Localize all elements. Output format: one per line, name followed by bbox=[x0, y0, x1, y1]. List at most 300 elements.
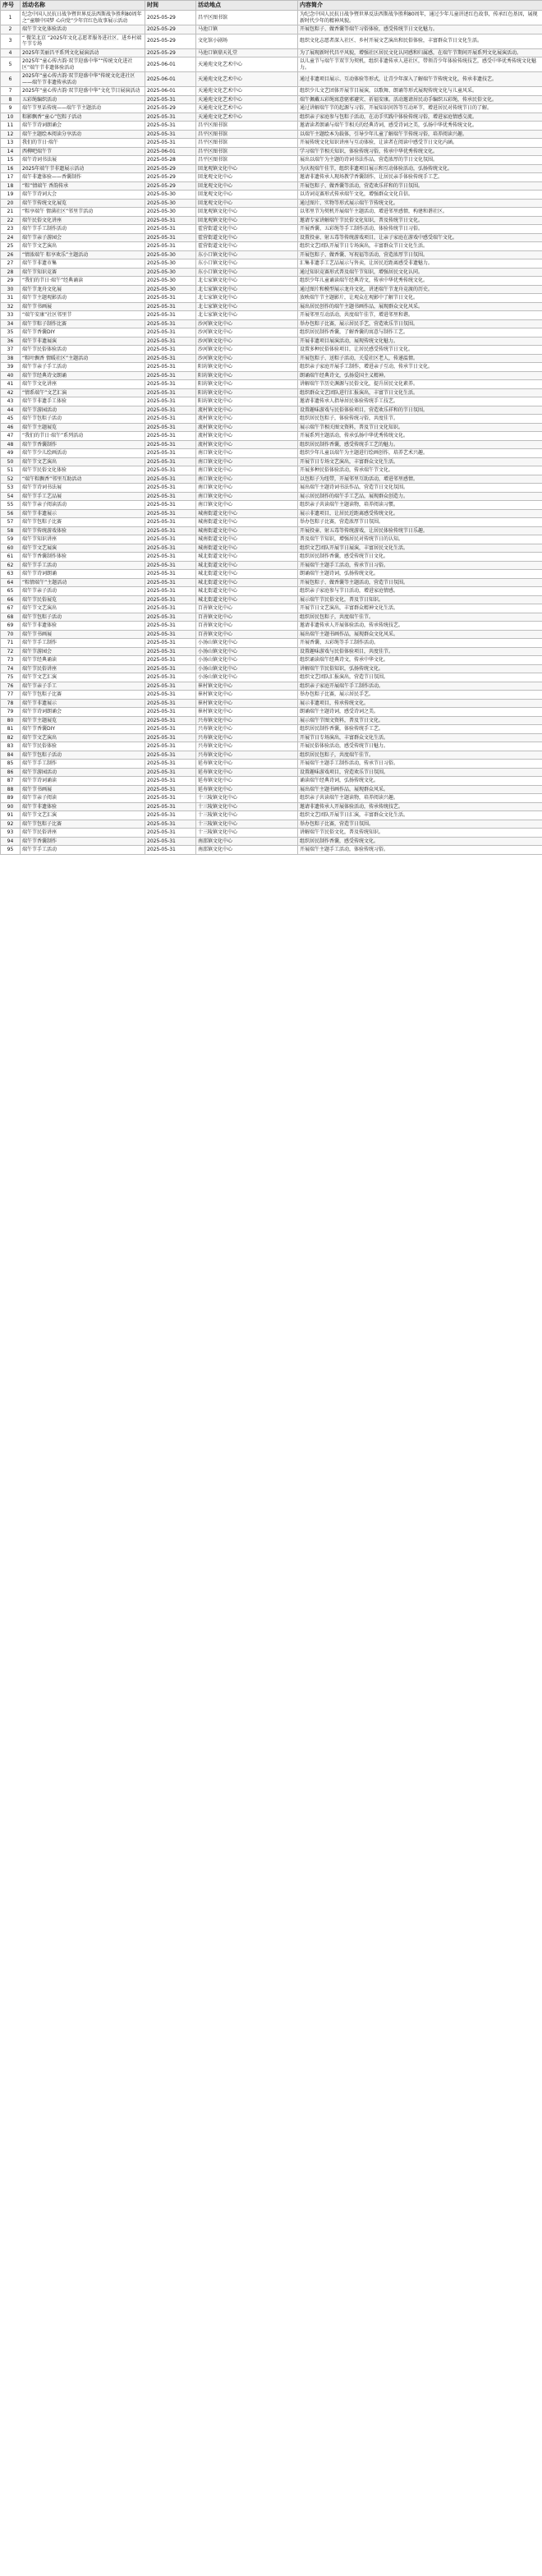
cell-place: 小汤山镇文化中心 bbox=[196, 664, 298, 673]
cell-place: 阳坊镇文化中心 bbox=[196, 371, 298, 380]
cell-time: 2025-05-29 bbox=[145, 25, 196, 34]
cell-name: 端午节主题展览 bbox=[21, 423, 145, 432]
cell-time: 2025-05-31 bbox=[145, 242, 196, 251]
cell-place: 回龙观文化中心 bbox=[196, 199, 298, 208]
cell-time: 2025-05-31 bbox=[145, 380, 196, 389]
cell-time: 2025-05-31 bbox=[145, 622, 196, 631]
cell-no: 42 bbox=[1, 388, 21, 397]
cell-place: 小汤山镇文化中心 bbox=[196, 639, 298, 648]
cell-no: 33 bbox=[1, 311, 21, 320]
cell-desc: 组织少年儿童诵读端午经典诗文，传承中华优秀传统文化。 bbox=[298, 277, 542, 286]
cell-desc: 朗诵端午主题诗词，弘扬传统文化。 bbox=[298, 570, 542, 579]
cell-name: 端午节文艺演出 bbox=[21, 457, 145, 466]
cell-desc: 组织亲子家庭开展端午手工制作活动。 bbox=[298, 682, 542, 691]
cell-desc: 组织文艺团队开展节日专场演出，丰富群众节日文化生活。 bbox=[298, 242, 542, 251]
cell-place: 北七家镇文化中心 bbox=[196, 277, 298, 286]
cell-name: 端午节主题展览 bbox=[21, 716, 145, 725]
cell-time: 2025-05-30 bbox=[145, 250, 196, 259]
cell-no: 73 bbox=[1, 656, 21, 665]
cell-place: 昌平区图书馆 bbox=[196, 147, 298, 156]
table-row bbox=[1, 837, 542, 846]
cell-no: 59 bbox=[1, 535, 21, 544]
cell-time: 2025-05-31 bbox=[145, 354, 196, 363]
table-row bbox=[1, 449, 542, 458]
cell-name: 端午节包粽子比赛 bbox=[21, 820, 145, 829]
cell-no: 45 bbox=[1, 415, 21, 424]
cell-time: 2025-05-30 bbox=[145, 208, 196, 217]
cell-desc: 开展端午主题手工活动，传承节日习俗。 bbox=[298, 561, 542, 570]
table-row bbox=[1, 11, 542, 25]
cell-place: 阳坊镇文化中心 bbox=[196, 397, 298, 406]
cell-name: 端午节经典诵读 bbox=[21, 656, 145, 665]
cell-name: 端午节非遗市集 bbox=[21, 259, 145, 269]
cell-name: 端午节手工活动 bbox=[21, 846, 145, 855]
cell-place: 城南街道文化中心 bbox=[196, 544, 298, 553]
cell-no: 17 bbox=[1, 173, 21, 182]
header-no: 序号 bbox=[1, 1, 21, 11]
cell-desc: 开展端午主题手工制作活动，传承节日习俗。 bbox=[298, 760, 542, 769]
cell-desc: 组织少儿文艺团体开展节目展演，以歌舞、朗诵等形式展现传统文化与儿童风采。 bbox=[298, 87, 542, 96]
cell-place: 马池口镇鼎天礼堂 bbox=[196, 48, 298, 57]
cell-time: 2025-05-31 bbox=[145, 526, 196, 535]
cell-no: 62 bbox=[1, 561, 21, 570]
cell-time: 2025-05-31 bbox=[145, 570, 196, 579]
cell-place: 回龙观文化中心 bbox=[196, 181, 298, 191]
cell-desc: 诵读端午经典诗词，弘扬传统文化。 bbox=[298, 777, 542, 786]
cell-desc: 以邻里节为契机开展端午主题活动，增进邻里感情，构建和谐社区。 bbox=[298, 208, 542, 217]
cell-name: 端午节诗词朗诵 bbox=[21, 570, 145, 579]
cell-name: 端午节经典诗文朗诵 bbox=[21, 371, 145, 380]
cell-no: 67 bbox=[1, 604, 21, 613]
cell-time: 2025-05-31 bbox=[145, 346, 196, 355]
cell-name: “粽享端午 情满社区”邻里节活动 bbox=[21, 208, 145, 217]
cell-place: 天通苑文化艺术中心 bbox=[196, 72, 298, 87]
cell-name: 端午节亲子阅读 bbox=[21, 794, 145, 803]
cell-name: 端午节亲子手工 bbox=[21, 682, 145, 691]
cell-no: 9 bbox=[1, 104, 21, 113]
table-row bbox=[1, 233, 542, 242]
cell-place: 回龙观文化中心 bbox=[196, 173, 298, 182]
cell-name: “粽情端午”主题活动 bbox=[21, 578, 145, 587]
cell-no: 81 bbox=[1, 725, 21, 734]
cell-desc: 邀请非遗传承人指导居民体验传统手工技艺。 bbox=[298, 397, 542, 406]
cell-desc: 组织亲子家庭参与包粽子活动，在动手实践中体验传统习俗，增进家庭情感交流。 bbox=[298, 112, 542, 122]
cell-place: 城北街道文化中心 bbox=[196, 578, 298, 587]
table-row bbox=[1, 354, 542, 363]
cell-desc: 开展香囊、五彩绳等手工制作活动。 bbox=[298, 639, 542, 648]
table-row bbox=[1, 423, 542, 432]
cell-no: 30 bbox=[1, 285, 21, 294]
table-row bbox=[1, 501, 542, 510]
cell-place: 回龙观镇文化中心 bbox=[196, 216, 298, 225]
cell-no: 65 bbox=[1, 587, 21, 596]
cell-place: 十三陵镇文化中心 bbox=[196, 811, 298, 820]
cell-no: 52 bbox=[1, 475, 21, 484]
cell-desc: 邀请非遗传承人现场教学香囊制作，让居民亲手体验传统手工艺。 bbox=[298, 173, 542, 182]
cell-desc: 组织居民制作香囊，感受传统文化。 bbox=[298, 837, 542, 846]
cell-desc: 设置多种民俗体验项目，让居民感受传统节日文化。 bbox=[298, 346, 542, 355]
table-row bbox=[1, 526, 542, 535]
cell-desc: 开展包粽子、做香囊、写祝福等活动，营造浓厚节日氛围。 bbox=[298, 250, 542, 259]
cell-no: 41 bbox=[1, 380, 21, 389]
cell-name: 端午节龙舟文化展 bbox=[21, 285, 145, 294]
cell-no: 19 bbox=[1, 191, 21, 200]
cell-name: 2025年“童心传古韵·双节迎盛中华”“传统文化进社区”端午节非遗体验活动 bbox=[21, 57, 145, 72]
cell-time: 2025-05-30 bbox=[145, 285, 196, 294]
cell-desc: 组织少年儿童以端午为主题进行绘画创作，培养艺术兴趣。 bbox=[298, 449, 542, 458]
cell-name: 端午节亲子阅读活动 bbox=[21, 501, 145, 510]
cell-no: 86 bbox=[1, 768, 21, 777]
cell-place: 小汤山镇文化中心 bbox=[196, 656, 298, 665]
cell-desc: 组织居民包粽子，体验传统习俗，共度佳节。 bbox=[298, 415, 542, 424]
cell-place: 城南街道文化中心 bbox=[196, 526, 298, 535]
table-row bbox=[1, 34, 542, 48]
cell-no: 39 bbox=[1, 363, 21, 372]
cell-no: 29 bbox=[1, 277, 21, 286]
table-row bbox=[1, 518, 542, 527]
table-row bbox=[1, 716, 542, 725]
table-row bbox=[1, 544, 542, 553]
cell-place: 城南街道文化中心 bbox=[196, 509, 298, 518]
table-row bbox=[1, 294, 542, 303]
cell-name: “我们的节日·端午”经典诵读 bbox=[21, 277, 145, 286]
cell-name: 端午节主题观影活动 bbox=[21, 294, 145, 303]
cell-place: 沙河镇文化中心 bbox=[196, 319, 298, 328]
cell-no: 74 bbox=[1, 664, 21, 673]
table-row bbox=[1, 380, 542, 389]
table-row bbox=[1, 181, 542, 191]
cell-time: 2025-06-01 bbox=[145, 87, 196, 96]
table-body bbox=[1, 11, 542, 855]
cell-place: 南口镇文化中心 bbox=[196, 475, 298, 484]
cell-place: 崔村镇文化中心 bbox=[196, 691, 298, 700]
cell-no: 72 bbox=[1, 647, 21, 656]
cell-desc: 组织文化志愿者深入社区、乡村开展文艺演出和民俗体验，丰富群众节日文化生活。 bbox=[298, 34, 542, 48]
table-row bbox=[1, 561, 542, 570]
cell-place: 北七家镇文化中心 bbox=[196, 311, 298, 320]
cell-name: 端午主题绘本阅读分享活动 bbox=[21, 130, 145, 139]
cell-no: 84 bbox=[1, 751, 21, 760]
cell-no: 37 bbox=[1, 346, 21, 355]
cell-name: “我们的节日·端午”系列活动 bbox=[21, 432, 145, 441]
cell-name: “ 微笑北京 ”2025年文化志愿者服务进社区、进乡村端午节专场 bbox=[21, 34, 145, 48]
table-row bbox=[1, 664, 542, 673]
table-row bbox=[1, 553, 542, 562]
cell-place: 霍营街道文化中心 bbox=[196, 225, 298, 234]
cell-time: 2025-05-31 bbox=[145, 553, 196, 562]
cell-no: 16 bbox=[1, 164, 21, 173]
cell-no: 77 bbox=[1, 691, 21, 700]
table-row bbox=[1, 751, 542, 760]
cell-time: 2025-05-31 bbox=[145, 733, 196, 742]
cell-no: 38 bbox=[1, 354, 21, 363]
cell-time: 2025-05-31 bbox=[145, 311, 196, 320]
cell-no: 1 bbox=[1, 11, 21, 25]
cell-name: 端午节文艺汇演 bbox=[21, 811, 145, 820]
cell-desc: 举办包粽子比赛，展示居民手艺。 bbox=[298, 691, 542, 700]
table-row bbox=[1, 733, 542, 742]
table-row bbox=[1, 72, 542, 87]
cell-time: 2025-05-31 bbox=[145, 820, 196, 829]
table-row bbox=[1, 277, 542, 286]
cell-place: 北七家镇文化中心 bbox=[196, 294, 298, 303]
cell-no: 88 bbox=[1, 785, 21, 794]
cell-desc: 普及端午节知识，增强居民对传统节日的认知。 bbox=[298, 535, 542, 544]
cell-desc: 展示端午节相关图文资料，普及节日文化知识。 bbox=[298, 423, 542, 432]
cell-desc: 开展包粽子、送粽子活动，关爱社区老人，传递温情。 bbox=[298, 354, 542, 363]
cell-name: 端午民俗文化讲座 bbox=[21, 216, 145, 225]
cell-time: 2025-05-31 bbox=[145, 371, 196, 380]
table-row bbox=[1, 57, 542, 72]
cell-place: 南口镇文化中心 bbox=[196, 484, 298, 493]
cell-no: 31 bbox=[1, 294, 21, 303]
cell-name: 端午节文艺演出 bbox=[21, 733, 145, 742]
cell-desc: 展示端午节民俗文化，普及节日知识。 bbox=[298, 595, 542, 604]
cell-time: 2025-05-31 bbox=[145, 630, 196, 639]
table-row bbox=[1, 191, 542, 200]
cell-no: 63 bbox=[1, 570, 21, 579]
cell-no: 15 bbox=[1, 156, 21, 165]
cell-no: 22 bbox=[1, 216, 21, 225]
cell-name: 端午节包粽子活动 bbox=[21, 613, 145, 622]
cell-name: 端午节香囊DIY bbox=[21, 328, 145, 337]
cell-desc: 开展节日专场文艺演出，丰富群众文化生活。 bbox=[298, 457, 542, 466]
header-place: 活动地点 bbox=[196, 1, 298, 11]
cell-name: 2025年“童心传古韵·双节迎盛中华”文化节目展演活动 bbox=[21, 87, 145, 96]
cell-place: 阳坊镇文化中心 bbox=[196, 363, 298, 372]
cell-time: 2025-05-31 bbox=[145, 785, 196, 794]
table-row bbox=[1, 440, 542, 449]
cell-desc: 设置趣味游戏项目，营造欢乐节日氛围。 bbox=[298, 768, 542, 777]
cell-time: 2025-05-31 bbox=[145, 535, 196, 544]
cell-no: 89 bbox=[1, 794, 21, 803]
cell-no: 25 bbox=[1, 242, 21, 251]
cell-desc: 展示端午节图文资料，普及节日文化。 bbox=[298, 716, 542, 725]
cell-time: 2025-05-31 bbox=[145, 561, 196, 570]
table-row bbox=[1, 104, 542, 113]
cell-time: 2025-05-31 bbox=[145, 742, 196, 751]
cell-place: 南口镇文化中心 bbox=[196, 466, 298, 475]
cell-time: 2025-05-29 bbox=[145, 104, 196, 113]
cell-place: 东小口镇文化中心 bbox=[196, 259, 298, 269]
cell-place: 霍营街道文化中心 bbox=[196, 242, 298, 251]
cell-desc: 通过讲解端午节的起源与习俗，开展知识问答等互动环节，增进居民对传统节日的了解。 bbox=[298, 104, 542, 113]
table-row bbox=[1, 630, 542, 639]
cell-time: 2025-05-29 bbox=[145, 173, 196, 182]
cell-place: 兴寿镇文化中心 bbox=[196, 725, 298, 734]
cell-no: 40 bbox=[1, 371, 21, 380]
cell-time: 2025-05-31 bbox=[145, 432, 196, 441]
table-row bbox=[1, 682, 542, 691]
cell-name: “端午粽飘香”邻里互助活动 bbox=[21, 475, 145, 484]
table-row bbox=[1, 25, 542, 34]
cell-place: 十三陵镇文化中心 bbox=[196, 794, 298, 803]
cell-desc: 设置投壶、射五毒等传统游戏项目，让亲子家庭在游戏中感受端午文化。 bbox=[298, 233, 542, 242]
cell-time: 2025-05-31 bbox=[145, 484, 196, 493]
table-row bbox=[1, 130, 542, 139]
cell-place: 天通苑文化艺术中心 bbox=[196, 57, 298, 72]
cell-no: 53 bbox=[1, 484, 21, 493]
cell-time: 2025-05-31 bbox=[145, 509, 196, 518]
cell-time: 2025-05-30 bbox=[145, 277, 196, 286]
cell-no: 61 bbox=[1, 553, 21, 562]
cell-name: 端午节游园会 bbox=[21, 647, 145, 656]
cell-name: 端午节传统文化展览 bbox=[21, 199, 145, 208]
cell-name: 端午节非遗体验 bbox=[21, 802, 145, 811]
cell-desc: 展示居民制作的端午手工艺品，展现群众创造力。 bbox=[298, 492, 542, 501]
cell-no: 95 bbox=[1, 846, 21, 855]
cell-no: 8 bbox=[1, 95, 21, 104]
table-row bbox=[1, 587, 542, 596]
cell-time: 2025-05-31 bbox=[145, 475, 196, 484]
cell-name: 端午节手工制作 bbox=[21, 639, 145, 648]
cell-no: 36 bbox=[1, 337, 21, 346]
cell-name: 端午节民俗文化体验 bbox=[21, 466, 145, 475]
table-row bbox=[1, 673, 542, 682]
cell-no: 50 bbox=[1, 457, 21, 466]
cell-desc: 设置趣味游戏与民俗体验项目，营造欢乐祥和的节日氛围。 bbox=[298, 406, 542, 415]
cell-name: 粽影飘香“童心”包粽子活动 bbox=[21, 112, 145, 122]
cell-time: 2025-05-31 bbox=[145, 363, 196, 372]
table-row bbox=[1, 259, 542, 269]
cell-name: 端午节民俗体验活动 bbox=[21, 346, 145, 355]
cell-desc: 开展节日专场演出，丰富群众文化生活。 bbox=[298, 733, 542, 742]
cell-name: 端午节诗词诵读 bbox=[21, 777, 145, 786]
cell-time: 2025-05-31 bbox=[145, 544, 196, 553]
cell-desc: 通过图片、实物等形式展示端午节传统文化。 bbox=[298, 199, 542, 208]
cell-time: 2025-06-01 bbox=[145, 57, 196, 72]
cell-no: 47 bbox=[1, 432, 21, 441]
cell-name: 端午节文化体验活动 bbox=[21, 25, 145, 34]
cell-no: 21 bbox=[1, 208, 21, 217]
events-table bbox=[0, 0, 542, 855]
cell-time: 2025-05-31 bbox=[145, 415, 196, 424]
table-header bbox=[1, 1, 542, 11]
cell-place: 流村镇文化中心 bbox=[196, 423, 298, 432]
cell-time: 2025-06-01 bbox=[145, 147, 196, 156]
cell-desc: 朗诵端午经典诗文，弘扬爱国主义精神。 bbox=[298, 371, 542, 380]
cell-desc: 邀请读者朗诵与端午节相关的经典诗词，感受诗词之美，弘扬中华优秀传统文化。 bbox=[298, 122, 542, 131]
cell-time: 2025-05-31 bbox=[145, 673, 196, 682]
cell-no: 48 bbox=[1, 440, 21, 449]
cell-place: 东小口镇文化中心 bbox=[196, 250, 298, 259]
cell-place: 昌平区图书馆 bbox=[196, 130, 298, 139]
cell-name: “端午安康”社区邻里节 bbox=[21, 311, 145, 320]
cell-place: 延寿镇文化中心 bbox=[196, 785, 298, 794]
cell-time: 2025-05-31 bbox=[145, 518, 196, 527]
cell-name: 端午节亲子手工活动 bbox=[21, 363, 145, 372]
table-row bbox=[1, 164, 542, 173]
cell-desc: 组织亲子家庭参与节日活动，增进家庭情感。 bbox=[298, 587, 542, 596]
table-row bbox=[1, 122, 542, 131]
cell-time: 2025-05-31 bbox=[145, 846, 196, 855]
table-row bbox=[1, 647, 542, 656]
table-row bbox=[1, 199, 542, 208]
cell-name: 端午节文艺展演 bbox=[21, 544, 145, 553]
table-row bbox=[1, 613, 542, 622]
cell-no: 46 bbox=[1, 423, 21, 432]
cell-place: 崔村镇文化中心 bbox=[196, 708, 298, 717]
cell-name: 2025年“童心传古韵·双节迎盛中华”传统文化进社区——端午节非遗传承活动 bbox=[21, 72, 145, 87]
table-row bbox=[1, 432, 542, 441]
cell-name: 端午节诗词大会 bbox=[21, 191, 145, 200]
table-row bbox=[1, 311, 542, 320]
cell-place: 流村镇文化中心 bbox=[196, 415, 298, 424]
cell-name: 端午节香囊制作 bbox=[21, 440, 145, 449]
cell-time: 2025-05-31 bbox=[145, 302, 196, 311]
cell-place: 城北街道文化中心 bbox=[196, 595, 298, 604]
cell-place: 小汤山镇文化中心 bbox=[196, 673, 298, 682]
cell-name: 端午节民俗体验 bbox=[21, 742, 145, 751]
cell-no: 79 bbox=[1, 708, 21, 717]
cell-desc: 组织诵读端午经典诗文，传承中华文化。 bbox=[298, 656, 542, 665]
cell-desc: 为纪念中国人民抗日战争暨世界反法西斯战争胜利80周年，通过少年儿童讲述红色故事，传承红色基因，展现新时代少年的精神风貌。 bbox=[298, 11, 542, 25]
cell-name: “情系端午”文艺汇演 bbox=[21, 388, 145, 397]
table-row bbox=[1, 509, 542, 518]
cell-name: 端午节包粽子比赛 bbox=[21, 691, 145, 700]
table-row bbox=[1, 242, 542, 251]
cell-time: 2025-05-31 bbox=[145, 587, 196, 596]
cell-no: 85 bbox=[1, 760, 21, 769]
cell-time: 2025-05-31 bbox=[145, 492, 196, 501]
header-time: 时间 bbox=[145, 1, 196, 11]
cell-desc: 开展端午主题手工活动，体验传统习俗。 bbox=[298, 846, 542, 855]
cell-place: 城北街道文化中心 bbox=[196, 570, 298, 579]
cell-name: 端午节非遗展示 bbox=[21, 509, 145, 518]
cell-time: 2025-05-31 bbox=[145, 604, 196, 613]
cell-no: 44 bbox=[1, 406, 21, 415]
cell-desc: 组织群众文艺团队进行汇报演出，丰富节日文化生活。 bbox=[298, 388, 542, 397]
cell-place: 城北街道文化中心 bbox=[196, 561, 298, 570]
cell-place: 昌平区图书馆 bbox=[196, 156, 298, 165]
cell-place: 南口镇文化中心 bbox=[196, 501, 298, 510]
cell-no: 55 bbox=[1, 501, 21, 510]
cell-time: 2025-05-31 bbox=[145, 216, 196, 225]
cell-no: 2 bbox=[1, 25, 21, 34]
cell-no: 92 bbox=[1, 820, 21, 829]
cell-no: 3 bbox=[1, 34, 21, 48]
cell-no: 76 bbox=[1, 682, 21, 691]
cell-time: 2025-05-31 bbox=[145, 130, 196, 139]
header-desc: 内容简介 bbox=[298, 1, 542, 11]
table-row bbox=[1, 225, 542, 234]
cell-place: 南口镇文化中心 bbox=[196, 457, 298, 466]
cell-desc: 邀请专家讲解端午节民俗文化知识，普及传统节日文化。 bbox=[298, 216, 542, 225]
cell-time: 2025-05-31 bbox=[145, 751, 196, 760]
cell-no: 91 bbox=[1, 811, 21, 820]
cell-desc: 展出以端午为主题的诗词书法作品，营造浓厚的节日文化氛围。 bbox=[298, 156, 542, 165]
cell-place: 昌平区图书馆 bbox=[196, 122, 298, 131]
table-row bbox=[1, 388, 542, 397]
cell-name: 端午节手工艺品展 bbox=[21, 492, 145, 501]
cell-place: 百善镇文化中心 bbox=[196, 613, 298, 622]
cell-place: 百善镇文化中心 bbox=[196, 604, 298, 613]
cell-time: 2025-05-30 bbox=[145, 191, 196, 200]
table-row bbox=[1, 371, 542, 380]
cell-no: 24 bbox=[1, 233, 21, 242]
cell-time: 2025-05-31 bbox=[145, 440, 196, 449]
cell-time: 2025-05-31 bbox=[145, 457, 196, 466]
table-row bbox=[1, 794, 542, 803]
cell-desc: 设置趣味游戏与民俗体验项目，共度佳节。 bbox=[298, 647, 542, 656]
cell-place: 城北街道文化中心 bbox=[196, 553, 298, 562]
cell-desc: 举办包粽子比赛，展示居民手艺，营造欢乐节日氛围。 bbox=[298, 319, 542, 328]
cell-desc: 展出居民创作的端午主题书画作品，展现群众文化风采。 bbox=[298, 302, 542, 311]
cell-place: 霍营街道文化中心 bbox=[196, 233, 298, 242]
table-row bbox=[1, 595, 542, 604]
cell-time: 2025-05-31 bbox=[145, 423, 196, 432]
cell-no: 60 bbox=[1, 544, 21, 553]
